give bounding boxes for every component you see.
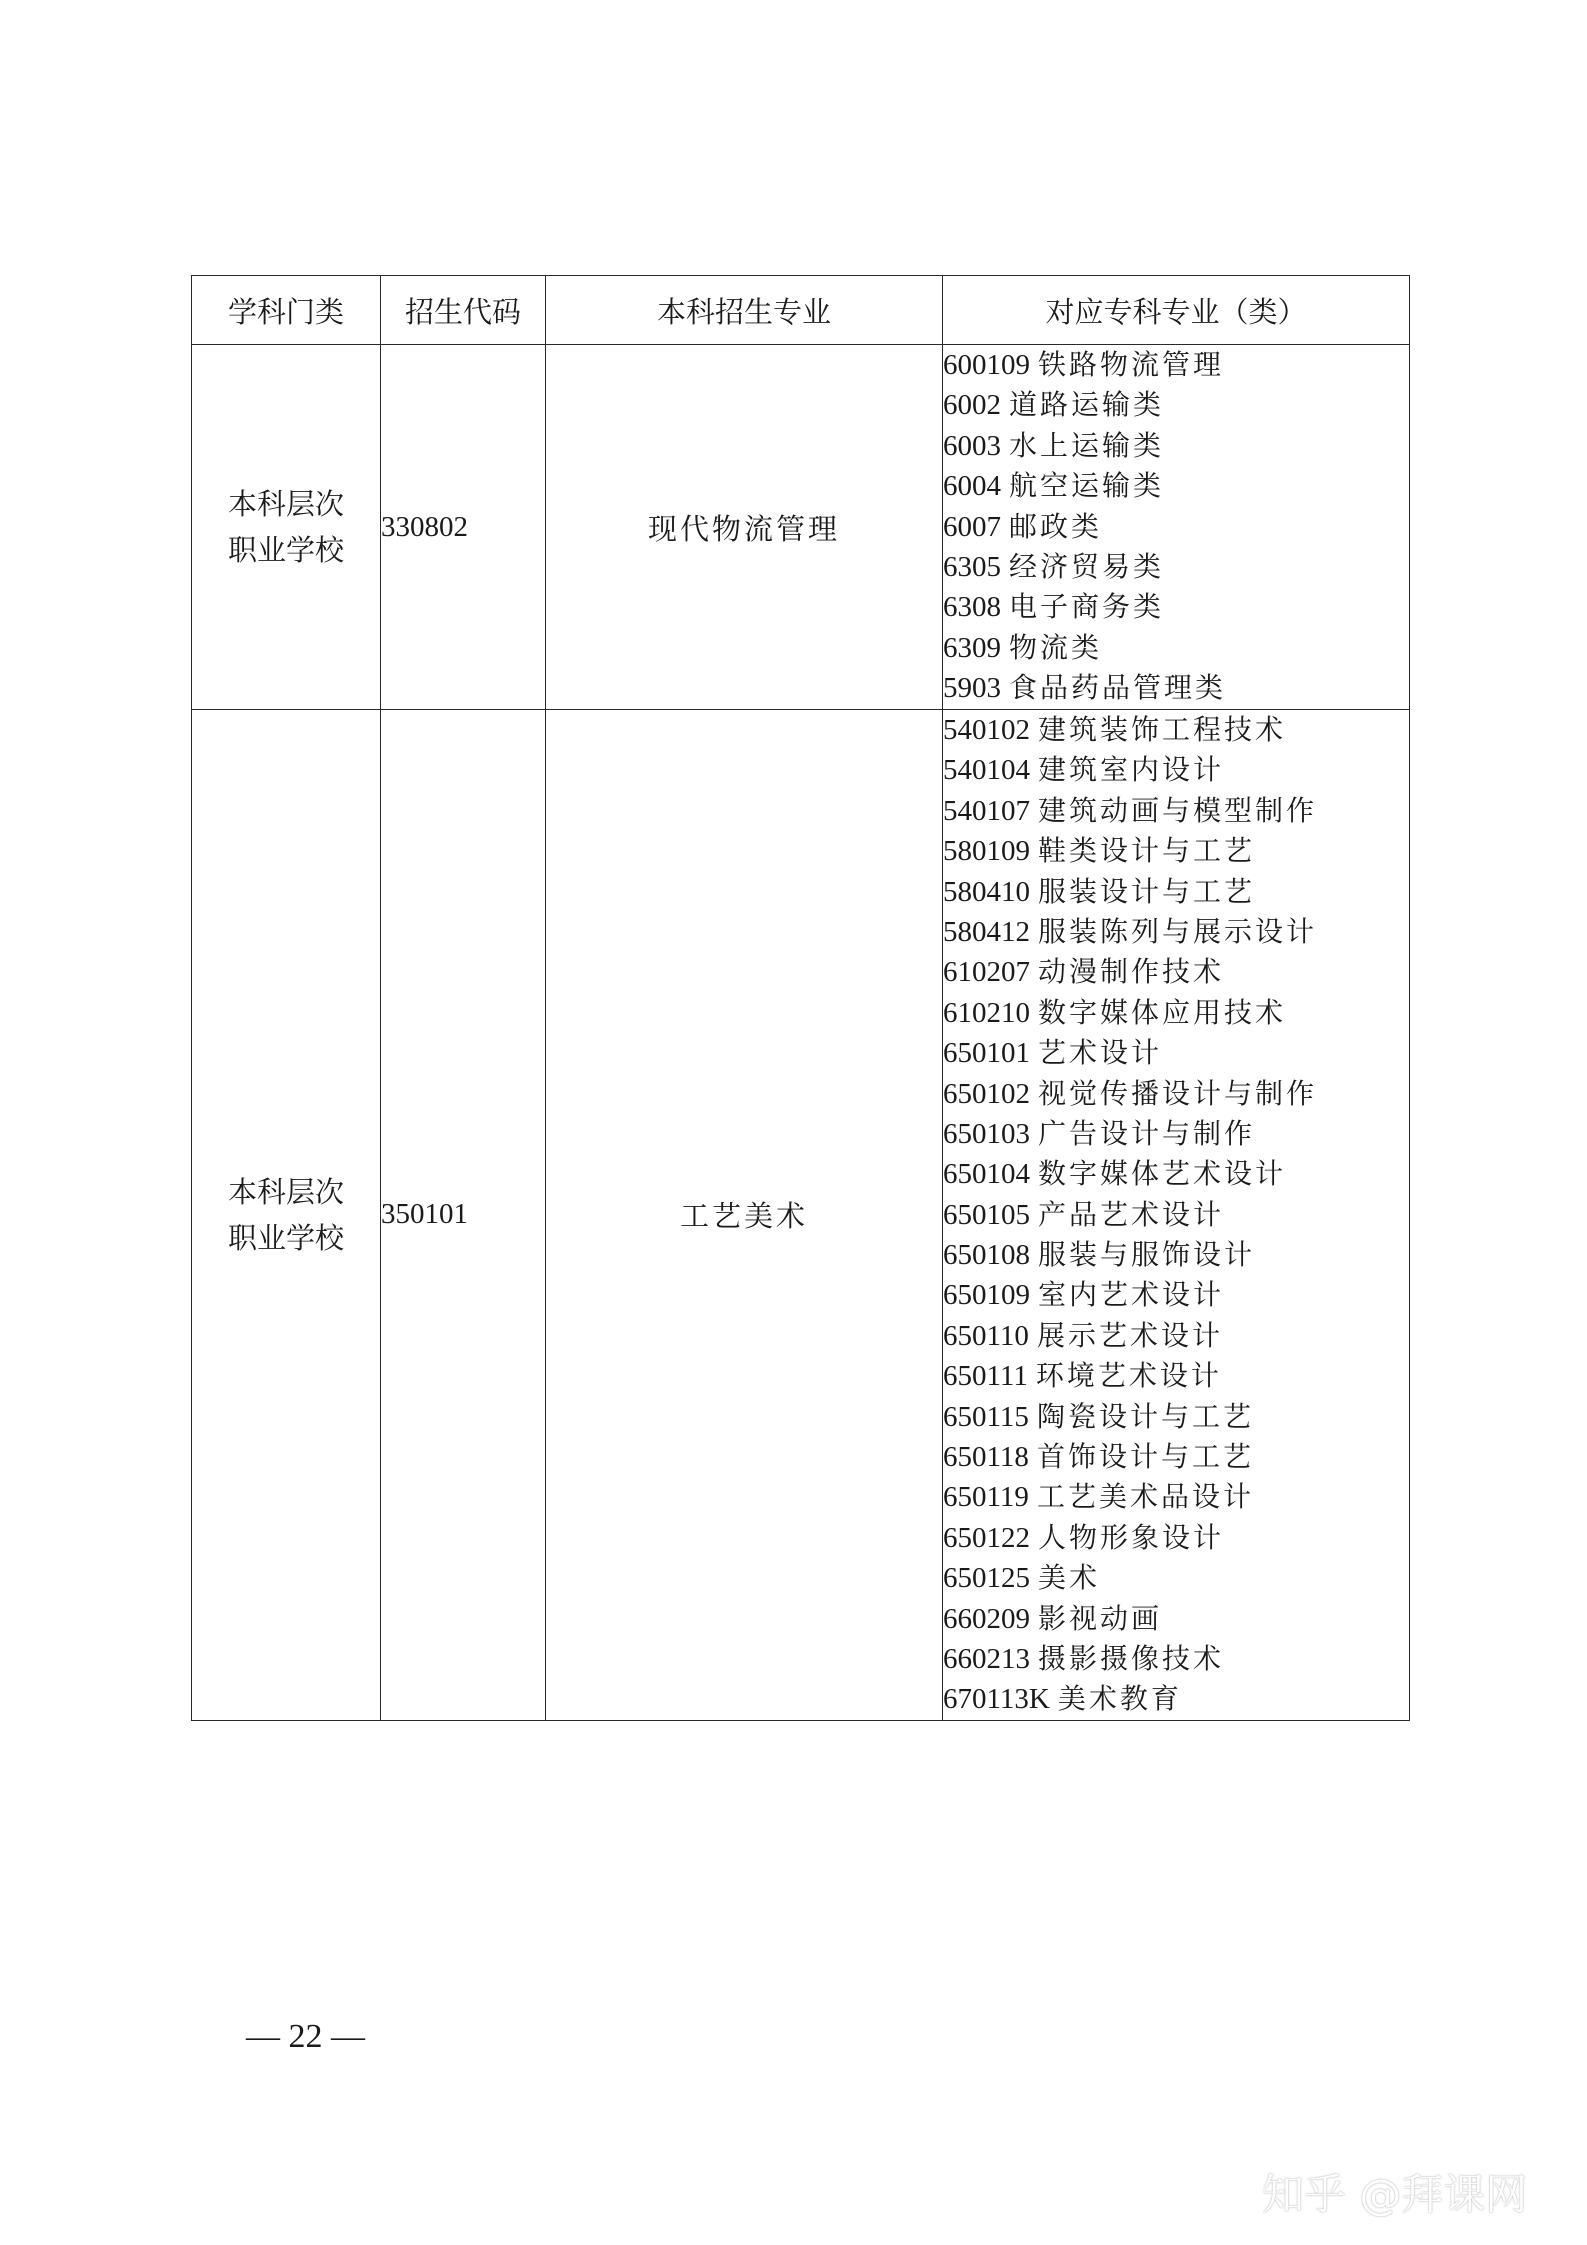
related-major-code: 600109 [943, 349, 1030, 381]
related-major-code: 6004 [943, 470, 1001, 503]
related-major-item [943, 587, 1409, 627]
related-major-code: 6309 [943, 631, 1001, 664]
watermark: 知乎 @拜课网 [1262, 2170, 1528, 2219]
related-major-item [943, 1599, 1409, 1639]
related-major-item [943, 547, 1409, 587]
related-majors-list [943, 345, 1409, 709]
header-undergraduate-major: 本科招生专业 [546, 276, 943, 345]
related-major-item [943, 1235, 1409, 1275]
related-major-item [943, 993, 1409, 1033]
header-related-majors: 对应专科专业（类） [943, 276, 1410, 345]
related-major-code: 580410 [943, 875, 1030, 908]
related-major-code: 580109 [943, 835, 1030, 868]
header-discipline: 学科门类 [192, 276, 381, 345]
related-major-code: 5903 [943, 672, 1001, 705]
related-major-code: 650122 [943, 1521, 1030, 1554]
related-major-name: 产品艺术设计 [1038, 1197, 1225, 1231]
related-major-name: 动漫制作技术 [1038, 955, 1225, 989]
related-major-code: 650118 [943, 1441, 1029, 1474]
related-major-name: 建筑动画与模型制作 [1038, 793, 1318, 827]
related-major-code: 6003 [943, 429, 1001, 462]
related-major-name: 视觉传播设计与制作 [1038, 1076, 1318, 1110]
related-major-item [943, 628, 1409, 668]
related-major-name: 数字媒体艺术设计 [1038, 1157, 1287, 1191]
related-major-item [943, 507, 1409, 547]
related-major-name: 广告设计与制作 [1038, 1116, 1256, 1150]
related-major-name: 铁路物流管理 [1038, 348, 1225, 381]
related-major-item [943, 791, 1409, 831]
related-major-code: 610210 [943, 996, 1030, 1029]
related-major-item [943, 385, 1409, 425]
related-major-item [943, 912, 1409, 952]
undergraduate-major-cell: 工艺美术 [546, 710, 943, 1721]
related-major-name: 物流类 [1009, 630, 1103, 664]
table-row [192, 345, 1410, 710]
related-major-name: 服装设计与工艺 [1038, 874, 1256, 908]
related-major-name: 服装陈列与展示设计 [1038, 914, 1318, 948]
related-major-name: 服装与服饰设计 [1038, 1238, 1256, 1272]
related-major-item [943, 668, 1409, 708]
related-major-name: 影视动画 [1038, 1601, 1163, 1635]
related-majors-cell [943, 710, 1410, 1721]
related-major-item [943, 345, 1409, 385]
discipline-line: 职业学校 [227, 533, 344, 567]
related-major-item [943, 1033, 1409, 1073]
related-major-item [943, 426, 1409, 466]
discipline-cell [192, 710, 381, 1721]
related-major-item [943, 1195, 1409, 1235]
related-major-name: 鞋类设计与工艺 [1038, 834, 1256, 868]
related-major-name: 摄影摄像技术 [1038, 1641, 1225, 1675]
related-major-item [943, 831, 1409, 871]
discipline-line: 职业学校 [227, 1220, 344, 1255]
related-major-code: 6305 [943, 550, 1001, 583]
related-major-name: 室内艺术设计 [1038, 1278, 1225, 1312]
related-major-code: 650110 [943, 1319, 1029, 1352]
related-major-name: 人物形象设计 [1038, 1520, 1225, 1554]
related-major-name: 食品药品管理类 [1009, 671, 1227, 705]
related-major-code: 650111 [943, 1360, 1028, 1393]
related-major-name: 美术教育 [1057, 1682, 1182, 1716]
related-major-code: 540107 [943, 794, 1030, 827]
related-major-name: 道路运输类 [1009, 388, 1165, 422]
related-major-code: 650101 [943, 1037, 1030, 1070]
related-major-code: 540104 [943, 754, 1030, 787]
related-major-code: 650115 [943, 1400, 1029, 1433]
related-major-code: 540102 [943, 714, 1030, 746]
related-major-code: 610207 [943, 956, 1030, 989]
related-major-item [943, 1114, 1409, 1154]
related-major-item [943, 1639, 1409, 1679]
related-major-item [943, 1275, 1409, 1315]
related-major-name: 艺术设计 [1038, 1036, 1163, 1070]
related-major-code: 650104 [943, 1158, 1030, 1191]
related-major-code: 650125 [943, 1562, 1030, 1595]
related-major-item [943, 1397, 1409, 1437]
enrollment-code-cell: 330802 [381, 345, 546, 710]
related-major-code: 650105 [943, 1198, 1030, 1231]
related-major-code: 580412 [943, 915, 1030, 948]
related-major-item [943, 1074, 1409, 1114]
related-major-item [943, 1679, 1409, 1719]
related-major-code: 650103 [943, 1117, 1030, 1150]
related-major-item [943, 1518, 1409, 1558]
related-major-item [943, 872, 1409, 912]
related-major-name: 水上运输类 [1009, 428, 1165, 462]
related-major-name: 建筑室内设计 [1038, 753, 1225, 787]
related-majors-cell [943, 345, 1410, 710]
discipline-line: 本科层次 [227, 1174, 344, 1209]
related-major-name: 工艺美术品设计 [1036, 1480, 1254, 1514]
table-header-row [192, 276, 1410, 345]
related-major-item [943, 1477, 1409, 1517]
related-major-code: 650108 [943, 1239, 1030, 1272]
related-major-code: 6002 [943, 389, 1001, 422]
related-major-item [943, 1316, 1409, 1356]
related-major-item [943, 466, 1409, 506]
related-major-name: 经济贸易类 [1009, 549, 1165, 583]
related-major-name: 陶瓷设计与工艺 [1036, 1399, 1254, 1433]
related-major-code: 6308 [943, 591, 1001, 624]
table-row [192, 710, 1410, 1721]
related-major-code: 660213 [943, 1642, 1030, 1675]
related-major-item [943, 1558, 1409, 1598]
related-majors-list [943, 710, 1409, 1720]
enrollment-code-cell: 350101 [381, 710, 546, 1721]
related-major-name: 首饰设计与工艺 [1036, 1440, 1254, 1474]
discipline-line: 本科层次 [227, 487, 344, 521]
related-major-code: 660209 [943, 1602, 1030, 1635]
related-major-code: 650119 [943, 1481, 1029, 1514]
related-major-name: 航空运输类 [1009, 469, 1165, 503]
related-major-code: 6007 [943, 510, 1001, 543]
related-major-name: 电子商务类 [1009, 590, 1165, 624]
related-major-name: 数字媒体应用技术 [1038, 995, 1287, 1029]
related-major-item [943, 952, 1409, 992]
related-major-code: 650102 [943, 1077, 1030, 1110]
related-major-name: 建筑装饰工程技术 [1038, 713, 1287, 746]
related-major-name: 美术 [1038, 1561, 1101, 1595]
related-major-item [943, 1437, 1409, 1477]
discipline-cell [192, 345, 381, 710]
related-major-name: 环境艺术设计 [1035, 1359, 1222, 1393]
majors-table [191, 275, 1410, 1721]
related-major-code: 670113K [943, 1683, 1050, 1716]
page-number: — 22 — [246, 2018, 365, 2055]
related-major-name: 邮政类 [1009, 509, 1103, 543]
related-major-name: 展示艺术设计 [1036, 1318, 1223, 1352]
related-major-code: 650109 [943, 1279, 1030, 1312]
related-major-item [943, 750, 1409, 790]
related-major-item [943, 710, 1409, 750]
related-major-item [943, 1356, 1409, 1396]
header-enrollment-code: 招生代码 [381, 276, 546, 345]
undergraduate-major-cell: 现代物流管理 [546, 345, 943, 710]
related-major-item [943, 1154, 1409, 1194]
